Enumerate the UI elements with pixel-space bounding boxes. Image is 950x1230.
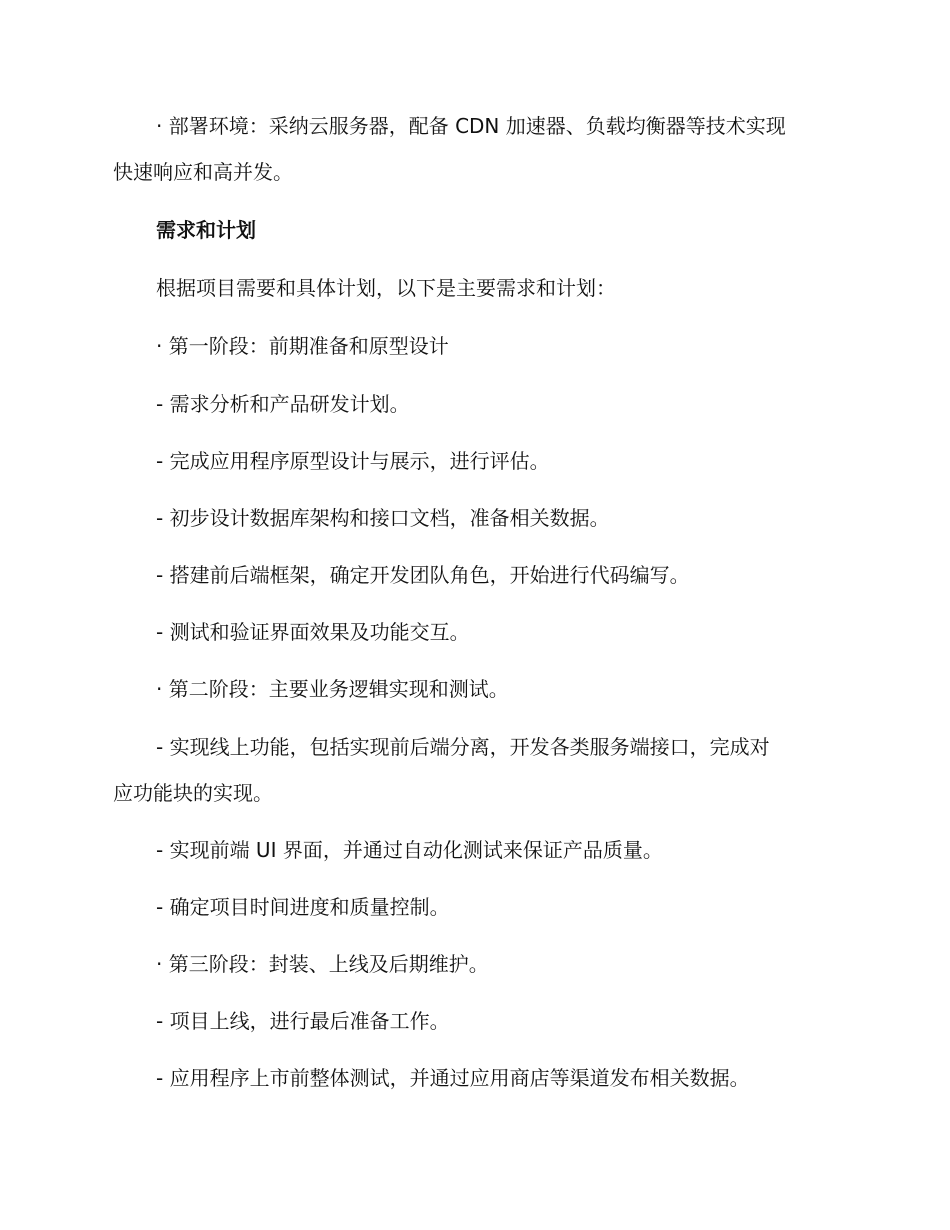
phase-3-item-2: - 应用程序上市前整体测试，并通过应用商店等渠道发布相关数据。 — [156, 1066, 750, 1090]
phase-2-item-1-line-2: 应功能块的实现。 — [113, 781, 273, 805]
paragraph-intro: 根据项目需要和具体计划，以下是主要需求和计划： — [156, 276, 616, 300]
phase-2-item-2: - 实现前端 UI 界面，并通过自动化测试来保证产品质量。 — [156, 838, 663, 862]
phase-2-title: · 第二阶段：主要业务逻辑实现和测试。 — [156, 677, 509, 701]
phase-1-item-4: - 搭建前后端框架，确定开发团队角色，开始进行代码编写。 — [156, 563, 690, 587]
phase-2-item-1-line-1: - 实现线上功能，包括实现前后端分离，开发各类服务端接口，完成对 — [156, 735, 770, 759]
paragraph-deployment-line-1: · 部署环境：采纳云服务器，配备 CDN 加速器、负载均衡器等技术实现 — [156, 114, 786, 138]
phase-1-item-2: - 完成应用程序原型设计与展示，进行评估。 — [156, 449, 550, 473]
phase-2-item-3: - 确定项目时间进度和质量控制。 — [156, 895, 450, 919]
phase-1-item-5: - 测试和验证界面效果及功能交互。 — [156, 620, 470, 644]
phase-1-item-1: - 需求分析和产品研发计划。 — [156, 392, 410, 416]
paragraph-deployment-line-2: 快速响应和高并发。 — [113, 160, 293, 184]
phase-3-title: · 第三阶段：封装、上线及后期维护。 — [156, 952, 489, 976]
phase-3-item-1: - 项目上线，进行最后准备工作。 — [156, 1009, 450, 1033]
phase-1-title: · 第一阶段：前期准备和原型设计 — [156, 334, 449, 358]
section-heading: 需求和计划 — [156, 218, 256, 242]
phase-1-item-3: - 初步设计数据库架构和接口文档，准备相关数据。 — [156, 506, 610, 530]
